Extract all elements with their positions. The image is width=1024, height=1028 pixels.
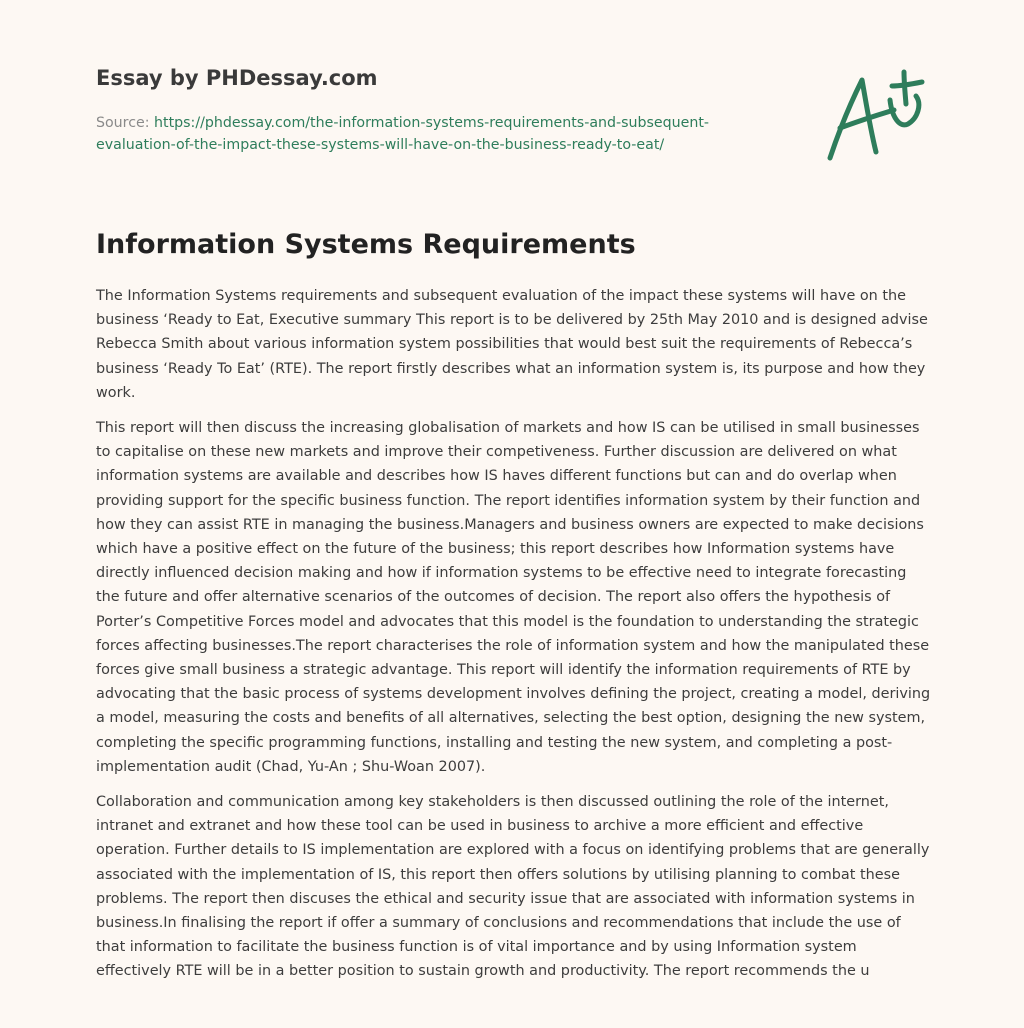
essay-paragraph: Collaboration and communication among key stakeholders is then discussed outlining the role of the internet, intranet and extranet and how these tool can be used in business to archive a more efficient and effective operation. Further details to IS implementation are explored with a focus on identifying problems that are generally associated with the implementation of IS, this report then offers solutions by utilising planning to combat these problems. The report then discuses the ethical and security issue that are associated with information systems in business.In finalising the report if offer a summary of conclusions and recommendations that include the use of that information to facilitate the business function is of vital importance and by using Information system effectively RTE will be in a better position to sustain growth and productivity. The report recommends the u — [96, 794, 930, 980]
source-line — [96, 112, 776, 156]
essay-paragraph: The Information Systems requirements and subsequent evaluation of the impact these systems will have on the business ‘Ready to Eat, Executive summary This report is to be delivered by 25th May 2010 and is designed advise Rebecca Smith about various information system possibilities that would best suit the requirements of Rebecca’s business ‘Ready To Eat’ (RTE). The report firstly describes what an information system is, its purpose and how they work. — [96, 288, 928, 401]
a-plus-logo-icon — [818, 66, 930, 166]
source-label: Source: — [96, 115, 155, 131]
page-header — [96, 64, 776, 156]
page-title: Information Systems Requirements — [96, 229, 636, 260]
source-link[interactable]: https://phdessay.com/the-information-systems-requirements-and-subsequent-evaluation-of-the-impact-these-systems-will-have-on-the-business-ready-to-eat/ — [96, 115, 710, 153]
essay-paragraph: This report will then discuss the increasing globalisation of markets and how IS can be utilised in small businesses to capitalise on these new markets and improve their competiveness. Further discussion are delivered on what information systems are available and describes how IS haves different functions but can and do overlap when providing support for the specific business function. The report identifies information system by their function and how they can assist RTE in managing the business.Managers and business owners are expected to make decisions which have a positive effect on the future of the business; this report describes how Information systems have directly influenced decision making and how if information systems to be effective need to integrate forecasting the future and offer alternative scenarios of the outcomes of decision. The report also offers the hypothesis of Porter’s Competitive Forces model and advocates that this model is the foundation to understanding the strategic forces affecting businesses.The report characterises the role of information system and how the manipulated these forces give small business a strategic advantage. This report will identify the information requirements of RTE by advocating that the basic process of systems development involves defining the project, creating a model, deriving a model, measuring the costs and benefits of all alternatives, selecting the best option, designing the new system, completing the specific programming functions, installing and testing the new system, and completing a post-implementation audit (Chad, Yu-An ; Shu-Woan 2007). — [96, 420, 931, 775]
site-title: Essay by PHDessay.com — [96, 66, 378, 90]
essay-content — [96, 226, 932, 995]
